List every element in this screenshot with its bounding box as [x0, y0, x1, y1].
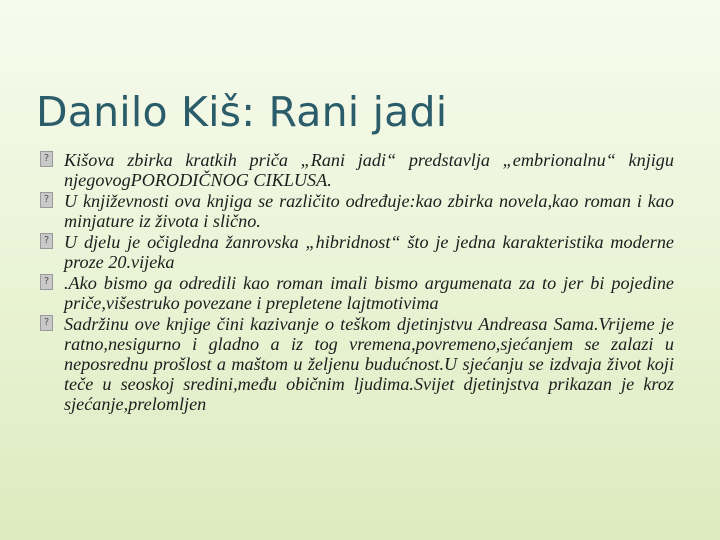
bullet-item-3: [40, 232, 674, 272]
bullet-item-4: [40, 273, 674, 313]
bullet-marker-icon: ?: [40, 273, 64, 291]
bullet-item-2: [40, 191, 674, 231]
bullet-emphasis: PORODIČNOG CIKLUSA: [130, 170, 328, 190]
bullet-list: [40, 150, 674, 415]
bullet-text: Kišova zbirka kratkih priča „Rani jadi“ predstavlja „embrionalnu“ knjigu njegovogPORODIČNOG CIKLUSA.: [64, 150, 674, 190]
bullet-marker-icon: ?: [40, 232, 64, 250]
bullet-item-5: [40, 314, 674, 414]
bullet-marker-icon: ?: [40, 150, 64, 168]
bullet-text: Sadržinu ove knjige čini kazivanje o teškom djetinjstvu Andreasa Sama.Vrijeme je ratno,nesigurno i gladno a iz tog vremena,povremeno,sjećanjem se zalazi u neposrednu prošlost a maštom u željenu budućnost.U sjećanju se izdvaja život koji teče u seoskoj sredini,među običnim ljudima.Svijet djetinjstva prikazan je kroz sjećanje,prelomljen: [64, 314, 674, 414]
bullet-marker-icon: ?: [40, 191, 64, 209]
bullet-item-1: [40, 150, 674, 190]
bullet-text: U književnosti ova knjiga se različito određuje:kao zbirka novela,kao roman i kao minjature iz života i slično.: [64, 191, 674, 231]
bullet-marker-icon: ?: [40, 314, 64, 332]
slide-title: Danilo Kiš: Rani jadi: [36, 88, 448, 136]
bullet-text: .Ako bismo ga odredili kao roman imali bismo argumenata za to jer bi pojedine priče,višestruko povezane i prepletene lajtmotivima: [64, 273, 674, 313]
bullet-text: U djelu je očigledna žanrovska „hibridnost“ što je jedna karakteristika moderne proze 20.vijeka: [64, 232, 674, 272]
